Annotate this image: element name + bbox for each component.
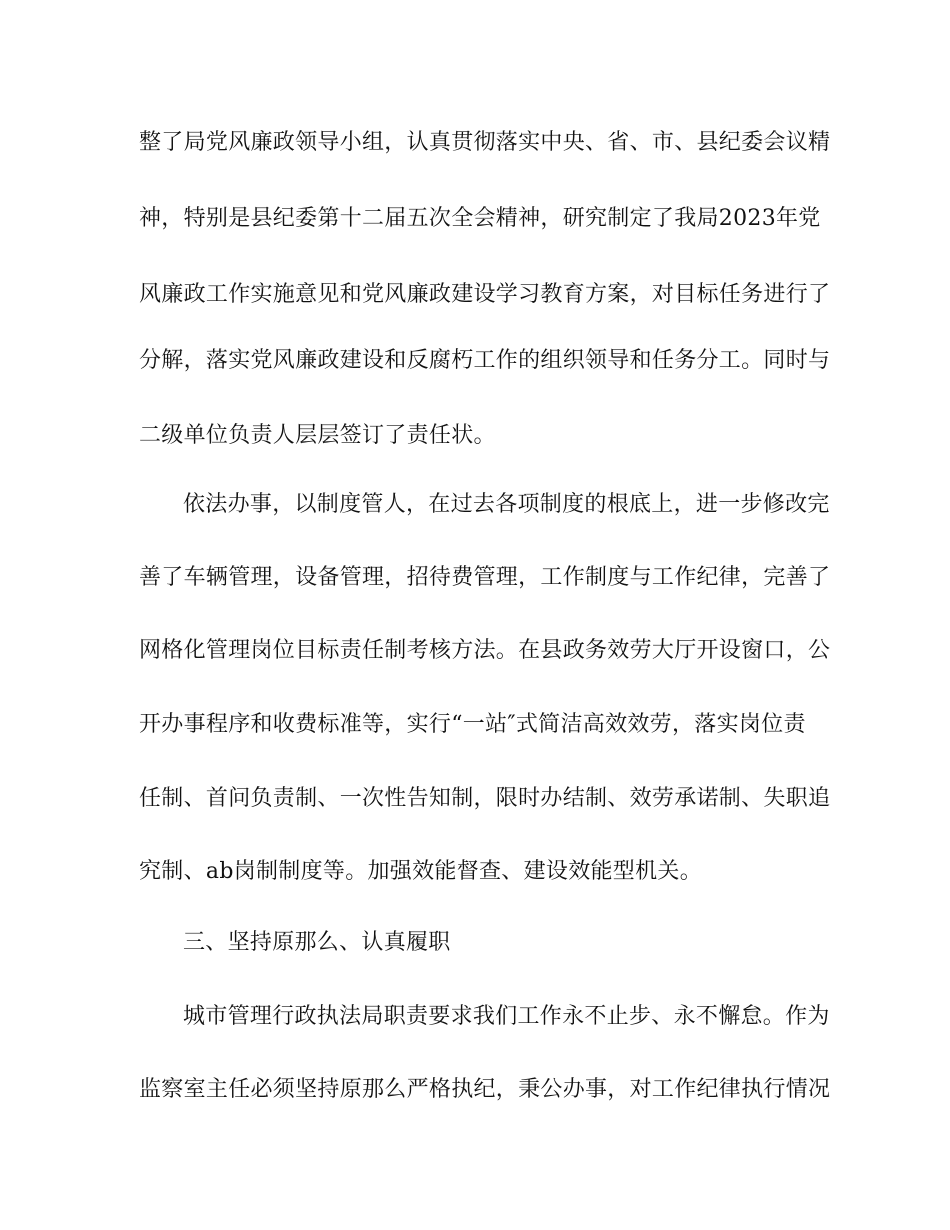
paragraph-line: 二级单位负责人层层签订了责任状。	[139, 423, 496, 448]
paragraph-line: 分解，落实党风廉政建设和反腐朽工作的组织领导和任务分工。同时与	[139, 348, 831, 373]
paragraph-line: 监察室主任必须坚持原那么严格执纪，秉公办事，对工作纪律执行情况	[139, 1077, 831, 1102]
paragraph-line: 神，特别是县纪委第十二届五次全会精神，研究制定了我局2023年党	[139, 206, 821, 231]
paragraph-line: 风廉政工作实施意见和党风廉政建设学习教育方案，对目标任务进行了	[139, 282, 831, 307]
paragraph-line: 开办事程序和收费标准等，实行“一站″式简洁高效效劳，落实岗位责	[139, 712, 806, 737]
paragraph-line: 依法办事，以制度管人，在过去各项制度的根底上，进一步修改完	[183, 492, 830, 517]
paragraph-line: 任制、首问负责制、一次性告知制，限时办结制、效劳承诺制、失职追	[139, 786, 831, 811]
paragraph-line: 整了局党风廉政领导小组，认真贯彻落实中央、省、市、县纪委会议精	[139, 130, 831, 155]
paragraph-line: 网格化管理岗位目标责任制考核方法。在县政务效劳大厅开设窗口，公	[139, 638, 831, 663]
paragraph-line: 究制、ab岗制制度等。加强效能督查、建设效能型机关。	[139, 859, 703, 884]
paragraph-line: 善了车辆管理，设备管理，招待费管理，工作制度与工作纪律，完善了	[139, 565, 831, 590]
section-heading: 三、坚持原那么、认真履职	[183, 930, 451, 955]
paragraph-line: 城市管理行政执法局职责要求我们工作永不止步、永不懈怠。作为	[183, 1004, 830, 1029]
